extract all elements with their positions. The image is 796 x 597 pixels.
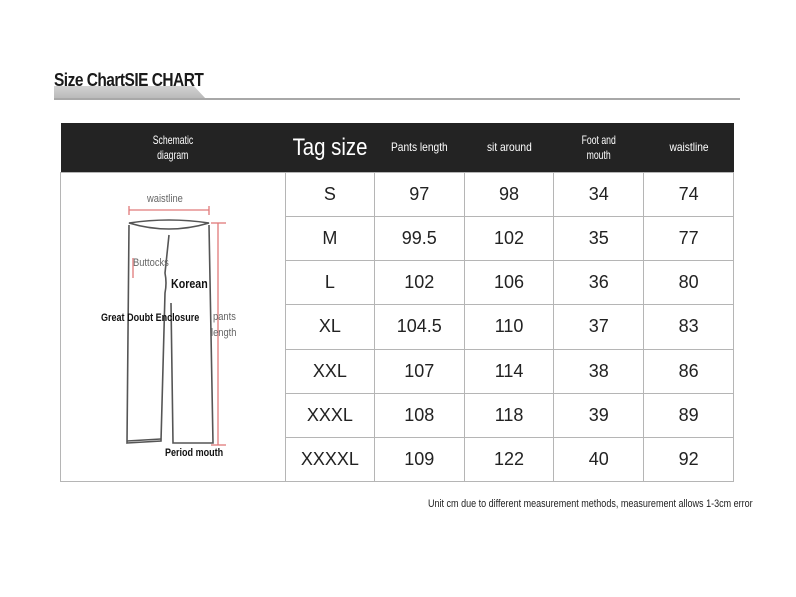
cell-waistline: 77 xyxy=(644,217,734,261)
cell-foot-mouth: 38 xyxy=(554,349,644,393)
cell-waistline: 83 xyxy=(644,305,734,349)
pants-illustration-icon xyxy=(61,173,285,481)
cell-sit-around: 118 xyxy=(464,393,554,437)
header-sit-around: sit around xyxy=(464,123,554,173)
cell-size: L xyxy=(286,261,375,305)
cell-sit-around: 110 xyxy=(464,305,554,349)
cell-sit-around: 122 xyxy=(464,437,554,481)
header-tag-size: Tag size xyxy=(286,123,375,173)
cell-pants-length: 107 xyxy=(374,349,464,393)
label-korean: Korean xyxy=(171,276,208,291)
cell-pants-length: 102 xyxy=(374,261,464,305)
measurement-note: Unit cm due to different measurement methods, measurement allows 1-3cm error xyxy=(428,498,753,510)
label-length: length xyxy=(211,327,237,339)
label-pants: pants xyxy=(213,311,236,323)
header-pants-length: Pants length xyxy=(374,123,464,173)
cell-sit-around: 114 xyxy=(464,349,554,393)
cell-waistline: 92 xyxy=(644,437,734,481)
cell-waistline: 86 xyxy=(644,349,734,393)
cell-foot-mouth: 37 xyxy=(554,305,644,349)
cell-size: XL xyxy=(286,305,375,349)
header-foot-mouth: Foot and mouth xyxy=(554,123,644,173)
cell-size: S xyxy=(286,173,375,217)
page-title: Size ChartSIE CHART xyxy=(54,70,204,90)
cell-pants-length: 99.5 xyxy=(374,217,464,261)
cell-foot-mouth: 36 xyxy=(554,261,644,305)
label-period-mouth: Period mouth xyxy=(165,447,224,459)
header-waistline: waistline xyxy=(644,123,734,173)
size-table xyxy=(60,123,734,482)
cell-foot-mouth: 34 xyxy=(554,173,644,217)
table-row xyxy=(61,173,734,217)
cell-pants-length: 104.5 xyxy=(374,305,464,349)
cell-sit-around: 98 xyxy=(464,173,554,217)
diagram-cell xyxy=(61,173,286,482)
label-great-doubt: Great Doubt Enclosure xyxy=(101,312,200,324)
cell-pants-length: 97 xyxy=(374,173,464,217)
cell-waistline: 89 xyxy=(644,393,734,437)
header-diagram: Schematic diagram xyxy=(61,123,286,173)
cell-sit-around: 106 xyxy=(464,261,554,305)
label-waistline: waistline xyxy=(147,193,183,205)
cell-size: XXXL xyxy=(286,393,375,437)
header-row xyxy=(61,123,734,173)
label-buttocks: Buttocks xyxy=(133,257,169,269)
cell-foot-mouth: 40 xyxy=(554,437,644,481)
cell-size: XXXXL xyxy=(286,437,375,481)
title-divider xyxy=(54,98,740,100)
cell-foot-mouth: 39 xyxy=(554,393,644,437)
pants-diagram xyxy=(61,173,285,481)
cell-size: M xyxy=(286,217,375,261)
title-bar xyxy=(54,68,740,100)
cell-waistline: 74 xyxy=(644,173,734,217)
cell-sit-around: 102 xyxy=(464,217,554,261)
cell-foot-mouth: 35 xyxy=(554,217,644,261)
cell-pants-length: 109 xyxy=(374,437,464,481)
cell-size: XXL xyxy=(286,349,375,393)
cell-waistline: 80 xyxy=(644,261,734,305)
cell-pants-length: 108 xyxy=(374,393,464,437)
